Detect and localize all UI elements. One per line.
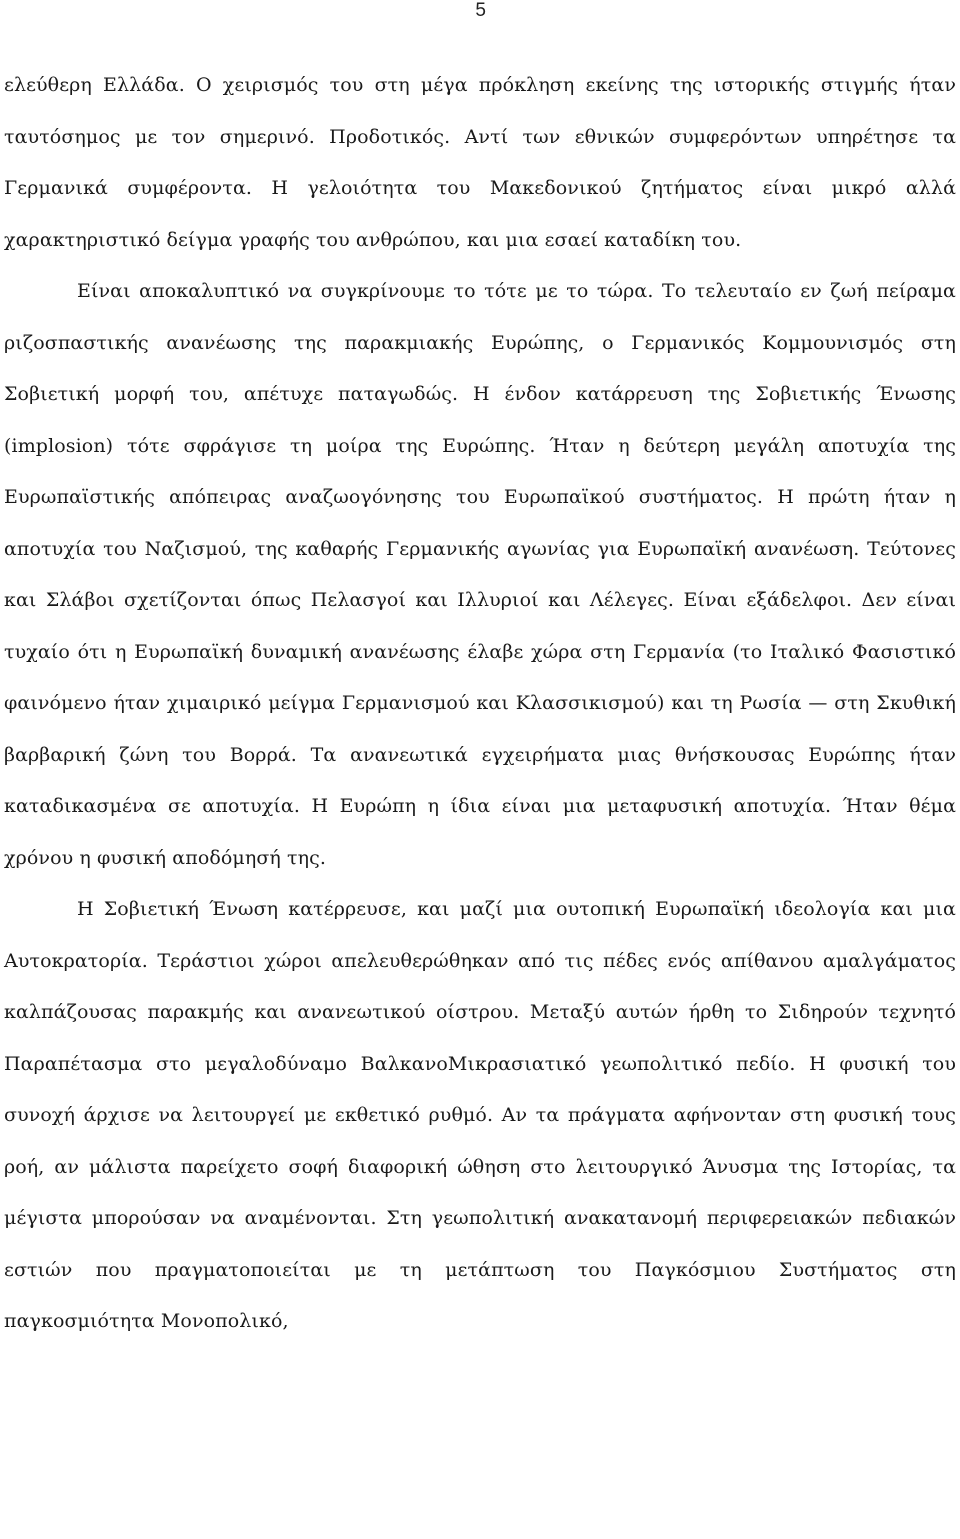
paragraph-1: ελεύθερη Ελλάδα. Ο χειρισμός του στη μέγα πρόκληση εκείνης της ιστορικής στιγμής ήταν ταυτόσημος με τον σημερινό. Προδοτικός. Αντί των εθνικών συμφερόντων υπηρέτησε τα Γερμανικά συμφέροντα. Η γελοιότητα του Μακεδονικού ζητήματος είναι μικρό αλλά χαρακτηριστικό δείγμα γραφής του ανθρώπου, και μια εσαεί καταδίκη του. xyxy=(4,74,956,251)
page-number: 5 xyxy=(475,0,486,21)
document-body xyxy=(4,60,956,1348)
paragraph-3: Η Σοβιετική Ένωση κατέρρευσε, και μαζί μια ουτοπική Ευρωπαϊκή ιδεολογία και μια Αυτοκρατορία. Τεράστιοι χώροι απελευθερώθηκαν από τις πέδες ενός απίθανου αμαλγάματος καλπάζουσας παρακμής και ανανεωτικού οίστρου. Μεταξύ αυτών ήρθη το Σιδηρούν τεχνητό Παραπέτασμα στο μεγαλοδύναμο ΒαλκανοΜικρασιατικό γεωπολιτικό πεδίο. Η φυσική του συνοχή άρχισε να λειτουργεί με εκθετικό ρυθμό. Αν τα πράγματα αφήνονταν στη φυσική τους ροή, αν μάλιστα παρείχετο σοφή διαφορική ώθηση στο λειτουργικό Άνυσμα της Ιστορίας, τα μέγιστα μπορούσαν να αναμένονται. Στη γεωπολιτική ανακατανομή περιφερειακών πεδιακών εστιών που πραγματοποιείται με τη μετάπτωση του Παγκόσμιου Συστήματος στη παγκοσμιότητα Μονοπολικό, xyxy=(4,898,956,1332)
paragraph-2: Είναι αποκαλυπτικό να συγκρίνουμε το τότε με το τώρα. Το τελευταίο εν ζωή πείραμα ριζοσπαστικής ανανέωσης της παρακμιακής Ευρώπης, ο Γερμανικός Κομμουνισμός στη Σοβιετική μορφή του, απέτυχε παταγωδώς. Η ένδον κατάρρευση της Σοβιετικής Ένωσης (implosion) τότε σφράγισε τη μοίρα της Ευρώπης. Ήταν η δεύτερη μεγάλη αποτυχία της Ευρωπαϊστικής απόπειρας αναζωογόνησης του Ευρωπαϊκού συστήματος. Η πρώτη ήταν η αποτυχία του Ναζισμού, της καθαρής Γερμανικής αγωνίας για Ευρωπαϊκή ανανέωση. Τεύτονες και Σλάβοι σχετίζονται όπως Πελασγοί και Ιλλυριοί και Λέλεγες. Είναι εξάδελφοι. Δεν είναι τυχαίο ότι η Ευρωπαϊκή δυναμική ανανέωσης έλαβε χώρα στη Γερμανία (το Ιταλικό Φασιστικό φαινόμενο ήταν χιμαιρικό μείγμα Γερμανισμού και Κλασσικισμού) και τη Ρωσία — στη Σκυθική βαρβαρική ζώνη του Βορρά. Τα ανανεωτικά εγχειρήματα μιας θνήσκουσας Ευρώπης ήταν καταδικασμένα σε αποτυχία. Η Ευρώπη η ίδια είναι μια μεταφυσική αποτυχία. Ήταν θέμα χρόνου η φυσική αποδόμησή της. xyxy=(4,280,956,869)
